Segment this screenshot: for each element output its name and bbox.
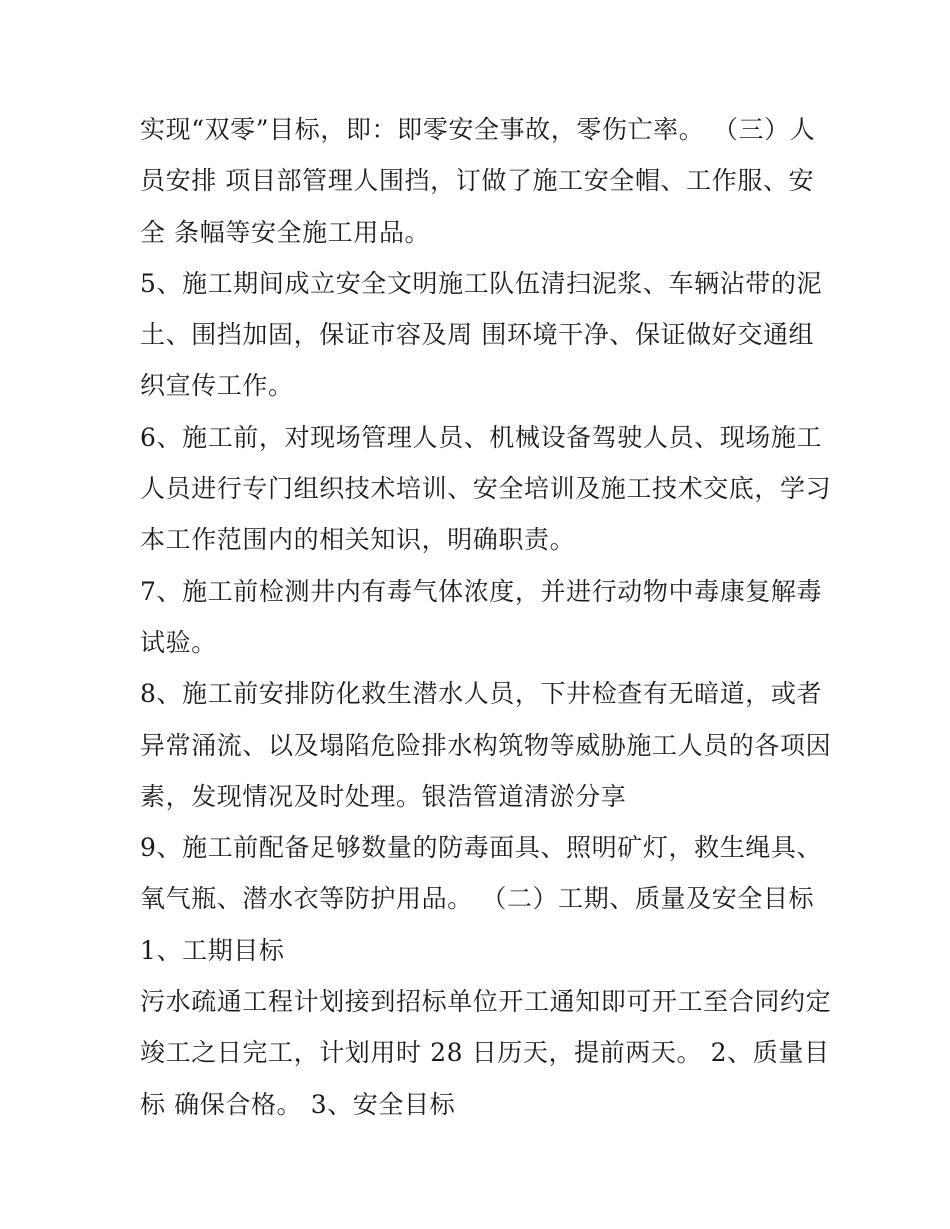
text-line: 标 确保合格。 3、安全目标 (140, 1089, 456, 1119)
text-line: 9、施工前配备足够数量的防毒面具、照明矿灯，救生绳具、 (140, 833, 823, 863)
text-line: 异常涌流、以及塌陷危险排水构筑物等威胁施工人员的各项因 (140, 730, 832, 760)
text-line: 6、施工前，对现场管理人员、机械设备驾驶人员、现场施工 (140, 422, 823, 452)
text-line: 全 条幅等安全施工用品。 (140, 217, 431, 247)
text-line: 人员进行专门组织技术培训、安全培训及施工技术交底，学习 (140, 474, 832, 504)
text-line: 试验。 (140, 627, 217, 657)
text-line: 土、围挡加固，保证市容及周 围环境干净、保证做好交通组 (140, 320, 815, 350)
text-line: 实现“双零”目标，即：即零安全事故，零伤亡率。 （三）人 (140, 115, 816, 144)
text-line: 5、施工期间成立安全文明施工队伍清扫泥浆、车辆沾带的泥 (140, 268, 823, 298)
text-line: 织宣传工作。 (140, 371, 294, 401)
text-line: 氧气瓶、潜水衣等防护用品。 （二）工期、质量及安全目标 (140, 884, 815, 914)
text-line: 8、施工前安排防化救生潜水人员，下井检查有无暗道，或者 (140, 679, 823, 709)
text-line: 污水疏通工程计划接到招标单位开工通知即可开工至合同约定 (140, 987, 832, 1017)
text-line: 素，发现情况及时处理。银浩管道清淤分享 (140, 781, 627, 811)
text-line: 7、施工前检测井内有毒气体浓度，并进行动物中毒康复解毒 (140, 576, 823, 606)
text-line: 竣工之日完工，计划用时 28 日历天，提前两天。 2、质量目 (140, 1038, 830, 1068)
text-line: 员安排 项目部管理人围挡，订做了施工安全帽、工作服、安 (140, 166, 815, 196)
text-line: 本工作范围内的相关知识，明确职责。 (140, 525, 576, 555)
text-line: 1、工期目标 (140, 935, 285, 965)
body-text (140, 104, 832, 1130)
